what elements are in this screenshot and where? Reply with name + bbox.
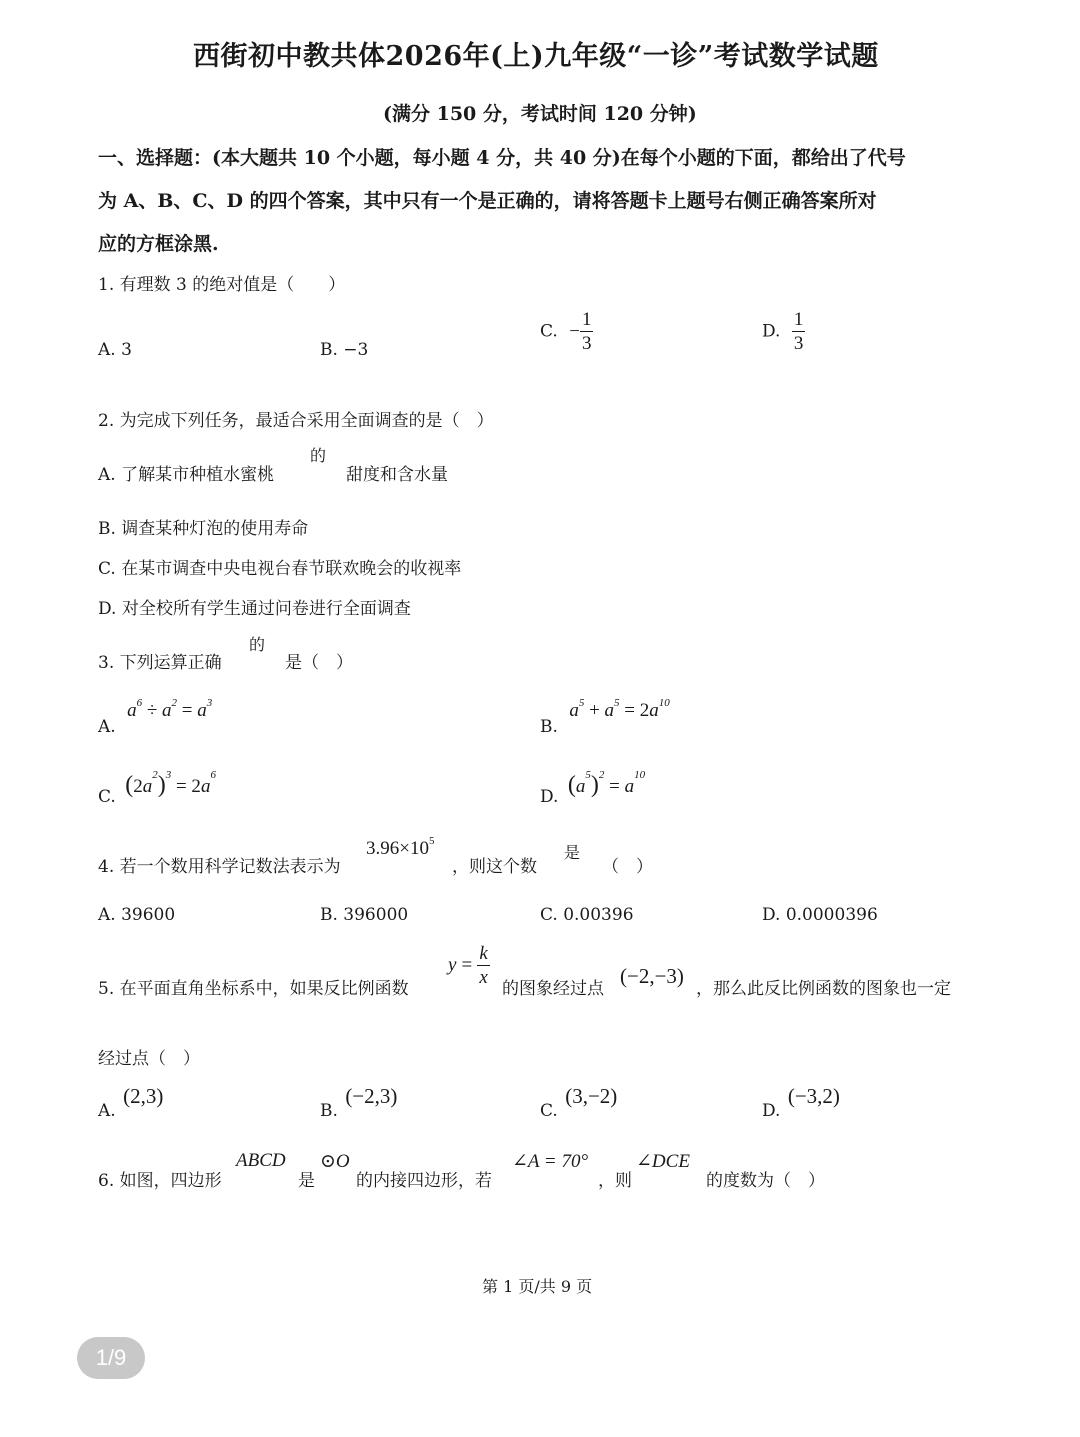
fraction-one-third-negative (580, 310, 594, 353)
question-4-stem-middle: ，则这个数 (452, 857, 537, 877)
question-3-stem-tail: 是（ ） (285, 653, 353, 673)
question-4-option-c: C. 0.00396 (540, 905, 634, 925)
question-2-option-a-de: 的 (310, 446, 327, 465)
question-5-option-b (320, 1084, 398, 1121)
question-4-option-d: D. 0.0000396 (762, 905, 878, 925)
question-3-stem: 3. 下列运算正确 (98, 653, 222, 673)
question-3-option-d (540, 769, 646, 807)
question-4-stem-tail: （ ） (602, 857, 653, 877)
question-6-stem-middle: 的内接四边形，若 (356, 1171, 492, 1191)
scientific-notation: 3.96×10 (366, 838, 429, 859)
question-3-stem-de: 的 (249, 635, 266, 654)
page-indicator[interactable] (77, 1337, 145, 1379)
denominator: 3 (581, 333, 592, 354)
question-5-stem-line-2: 经过点（ ） (98, 1049, 200, 1069)
question-2-option-c: C. 在某市调查中央电视台春节联欢晚会的收视率 (98, 559, 462, 579)
question-2-option-a: A. 了解某市种植水蜜桃 (98, 465, 275, 485)
page-indicator-label: 1/9 (95, 1345, 127, 1370)
question-4-stem: 4. 若一个数用科学记数法表示为 (98, 857, 341, 877)
question-6-stem-tail: 的度数为（ ） (706, 1171, 825, 1191)
question-3-option-a (98, 697, 213, 737)
question-3-option-c (98, 769, 216, 807)
question-2-option-a-tail: 甜度和含水量 (346, 465, 448, 485)
question-6-stem-shi: 是 (298, 1171, 315, 1191)
question-5-option-a (98, 1084, 164, 1121)
option-d-label: D. (762, 321, 781, 342)
question-4-expression (366, 835, 435, 860)
question-1-option-c (540, 310, 593, 353)
numerator: 1 (581, 309, 592, 330)
angle-dce: ∠DCE (636, 1151, 690, 1172)
section-instructions-line-3: 应的方框涂黑. (98, 233, 219, 255)
option-d-value: (−3,2) (787, 1084, 840, 1108)
option-b-value: (−2,3) (345, 1084, 398, 1108)
question-6-stem-then: ，则 (598, 1171, 632, 1191)
question-4-option-b: B. 396000 (320, 905, 409, 925)
option-b-label: B. (540, 717, 558, 737)
question-5-point: (−2,−3) (620, 964, 684, 988)
question-4-stem-shi: 是 (564, 843, 581, 862)
expression-d: $(a^5)^2 = a^{10}$ (567, 769, 646, 798)
question-3-option-b (540, 697, 670, 737)
section-instructions-line-2: 为 A、B、C、D 的四个答案，其中只有一个是正确的，请将答题卡上题号右侧正确答案所对 (98, 190, 877, 212)
exponent: 5 (428, 835, 435, 847)
option-d-label: D. (540, 787, 559, 807)
question-2-option-b: B. 调查某种灯泡的使用寿命 (98, 519, 309, 539)
question-5-function: y = $\frac{k}{x}$ (448, 943, 488, 988)
question-1-option-a: A. 3 (98, 340, 132, 360)
page-title: 西街初中教共体2026年(上)九年级“一诊”考试数学试题 (193, 41, 879, 72)
fraction-k-over-x: $\frac{k}{x}$ (479, 943, 488, 988)
option-c-label: C. (540, 321, 558, 342)
section-instructions-line-1: 一、选择题：(本大题共 10 个小题，每小题 4 分，共 40 分)在每个小题的下面，都给出了代号 (98, 147, 906, 169)
numerator: 1 (793, 309, 804, 330)
option-c-value: (3,−2) (565, 1084, 618, 1108)
fraction-one-third (792, 310, 806, 353)
quadrilateral-abcd: ABCD (236, 1150, 286, 1171)
option-b-label: B. (320, 1101, 338, 1121)
option-d-label: D. (762, 1101, 781, 1121)
minus-sign: − (569, 320, 580, 342)
option-c-label: C. (98, 787, 116, 807)
question-5-stem: 5. 在平面直角坐标系中，如果反比例函数 (98, 979, 409, 999)
denominator: 3 (793, 333, 804, 354)
angle-a: ∠A = 70° (512, 1151, 589, 1172)
question-1-option-b: B. −3 (320, 340, 369, 360)
question-5-stem-middle: 的图象经过点 (502, 979, 604, 999)
question-5-option-d (762, 1084, 840, 1121)
circle-o: ⊙O (320, 1151, 350, 1172)
option-c-label: C. (540, 1101, 558, 1121)
exam-info: (满分 150 分，考试时间 120 分钟) (383, 103, 697, 125)
question-1-option-d (762, 310, 805, 353)
question-1-stem: 1. 有理数 3 的绝对值是（ ） (98, 275, 346, 295)
expression-a: $a^6 \div a^2 = a^3$ (127, 697, 213, 721)
question-4-option-a: A. 39600 (98, 905, 176, 925)
question-2-option-d: D. 对全校所有学生通过问卷进行全面调查 (98, 599, 411, 619)
option-a-label: A. (98, 1101, 116, 1121)
option-a-value: (2,3) (123, 1084, 164, 1108)
option-a-label: A. (98, 717, 116, 737)
question-5-option-c (540, 1084, 618, 1121)
question-6-stem: 6. 如图，四边形 (98, 1171, 222, 1191)
question-5-stem-tail: ，那么此反比例函数的图象也一定 (696, 979, 951, 999)
expression-c: $(2a^2)^3 = 2a^6$ (125, 769, 216, 798)
page-footer: 第 1 页/共 9 页 (482, 1277, 593, 1296)
question-2-stem: 2. 为完成下列任务，最适合采用全面调查的是（ ） (98, 411, 494, 431)
expression-b: $a^5 + a^5 = 2a^{10}$ (569, 697, 670, 721)
